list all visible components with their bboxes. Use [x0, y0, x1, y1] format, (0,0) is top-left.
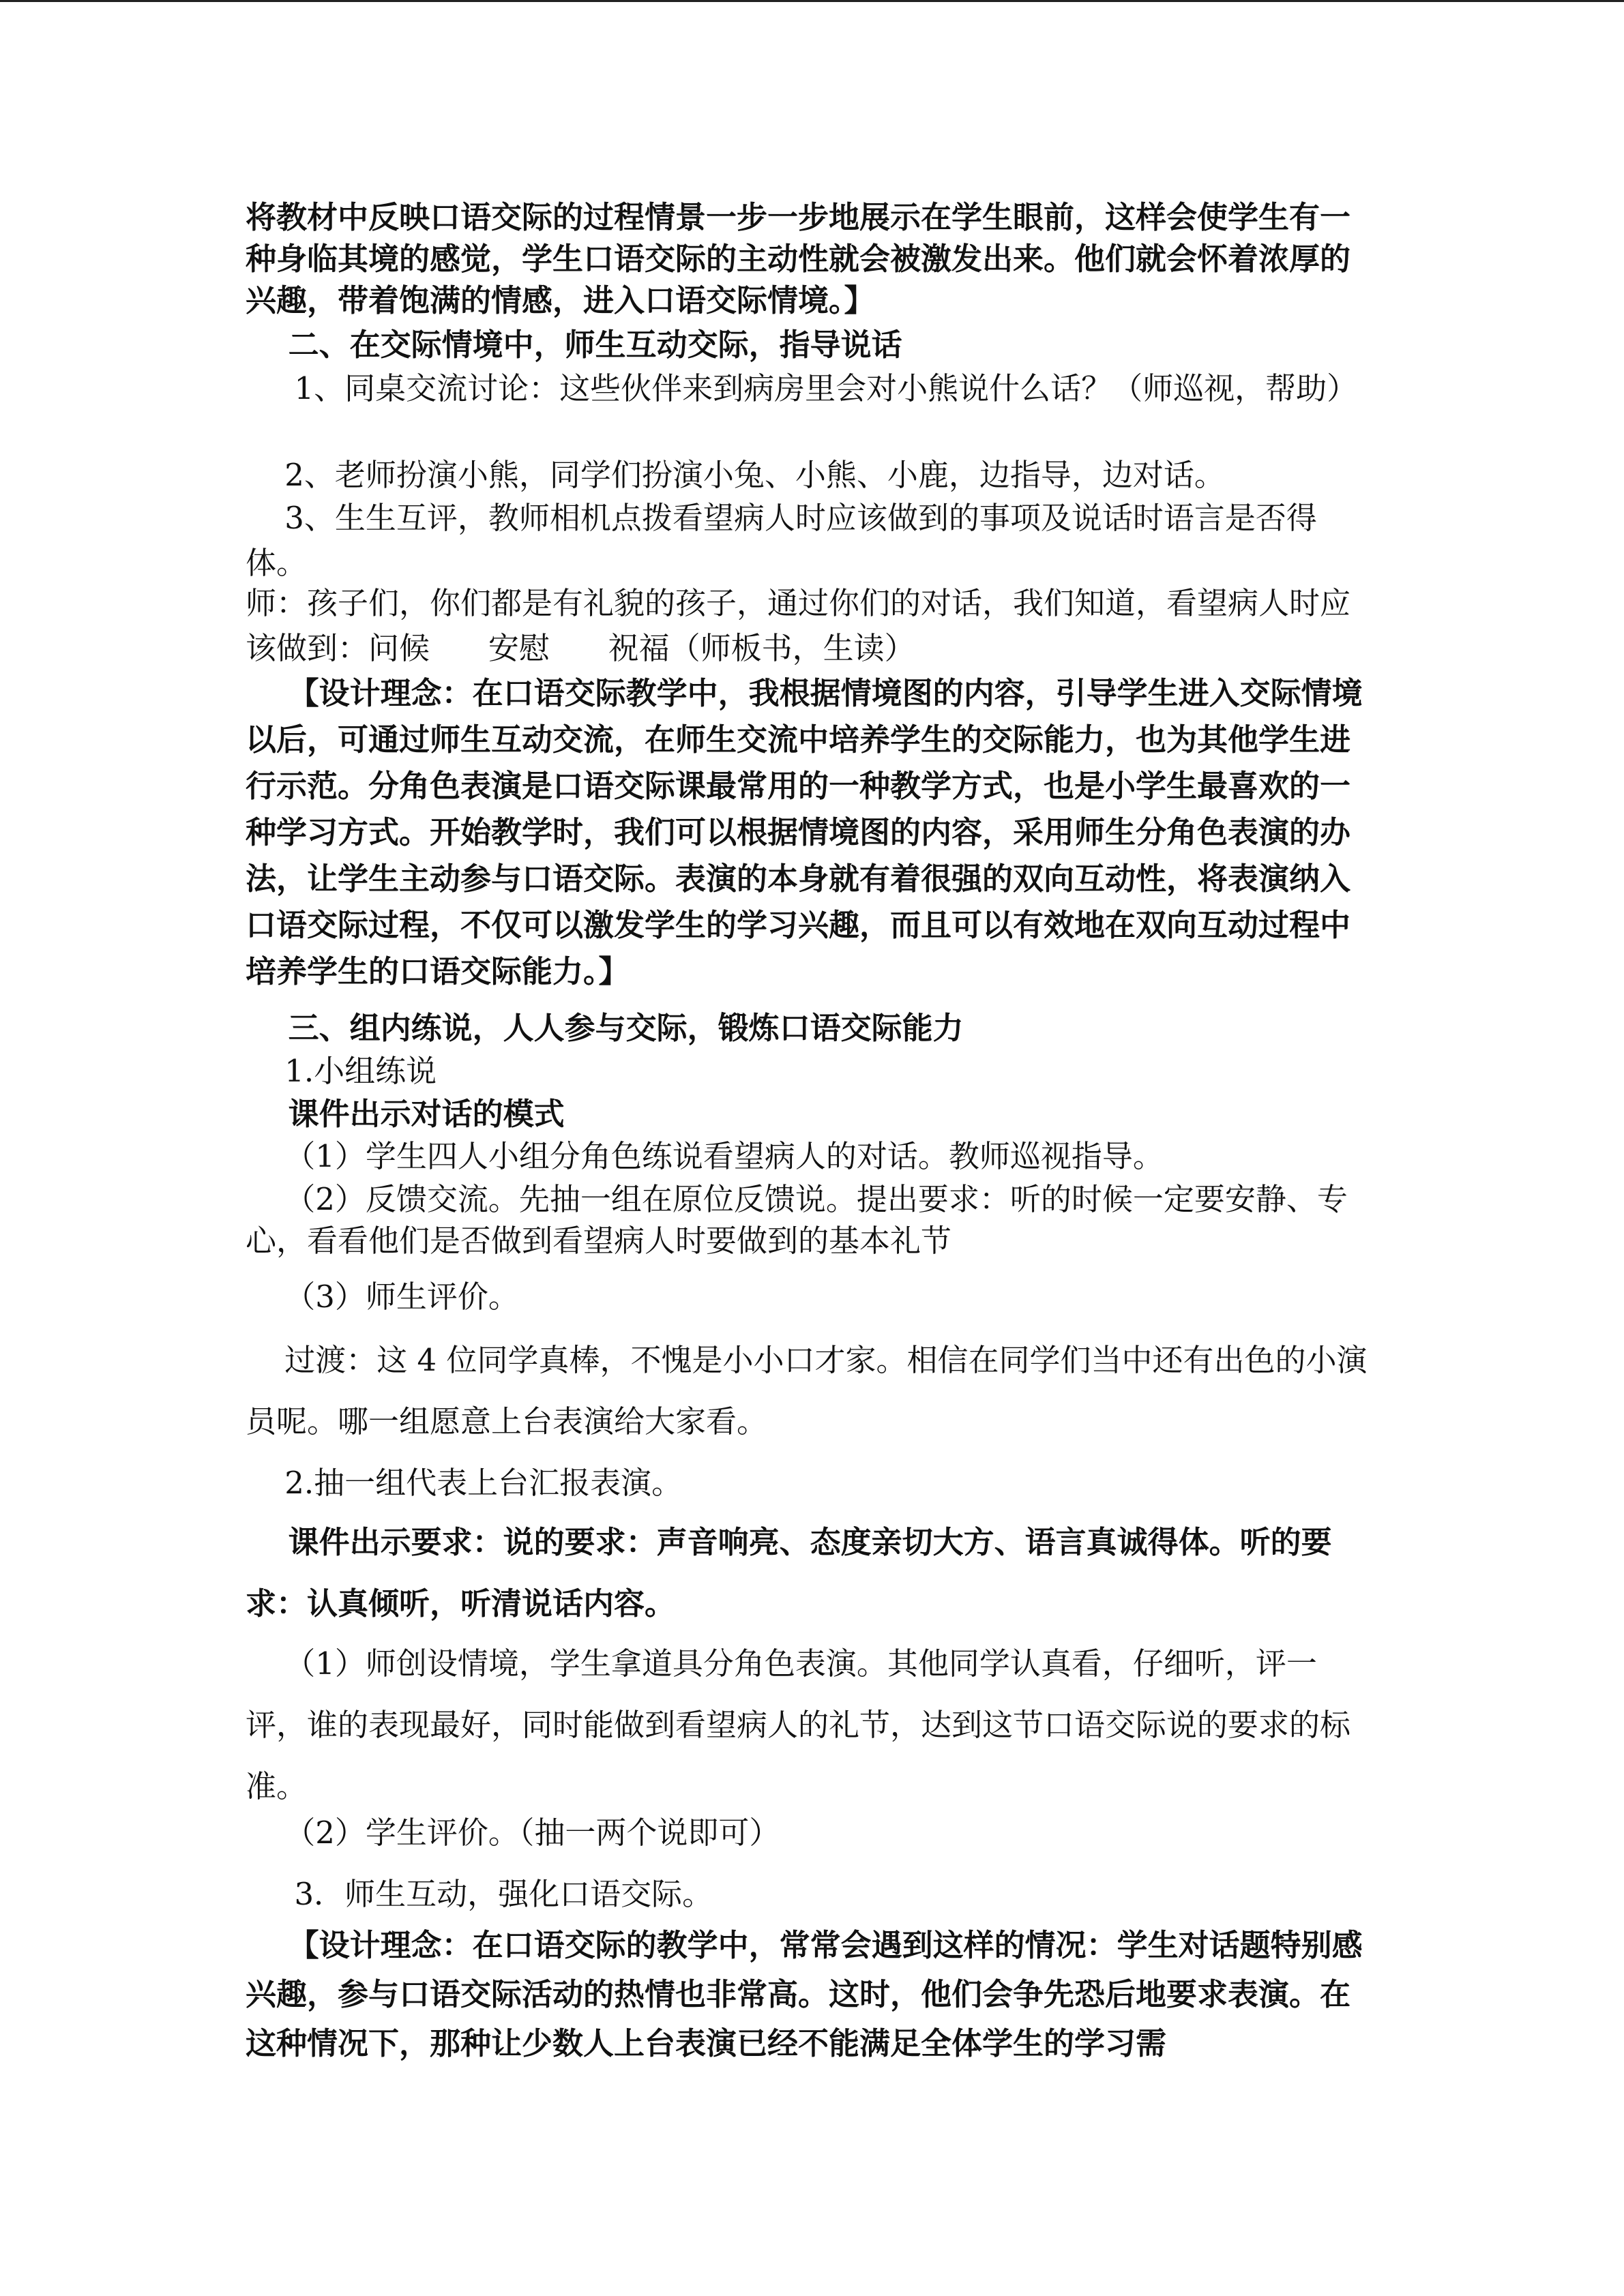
section-heading-2: 二、在交际情境中，师生互动交际，指导说话	[246, 327, 902, 363]
paragraph-design-summary-end: 将教材中反映口语交际的过程情景一步一步地展示在学生眼前，这样会使学生有一种身临其境的感觉，学生口语交际的主动性就会被激发出来。他们就会怀着浓厚的兴趣，带着饱满的情感，进入口语交际情境。】	[246, 199, 1351, 318]
step-2-paragraph: 2、老师扮演小熊，同学们扮演小兔、小熊、小鹿，边指导，边对话。	[246, 457, 1225, 493]
step-1-paragraph: 1、同桌交流讨论：这些伙伴来到病房里会对小熊说什么话？（师巡视，帮助）	[246, 370, 1358, 406]
design-concept-paragraph-2: 【设计理念：在口语交际的教学中，常常会遇到这样的情况：学生对话题特别感兴趣，参与口语交际活动的热情也非常高。这时，他们会争先恐后地要求表演。在这种情况下，那种让少数人上台表演已经不能满足全体学生的学习需	[246, 1927, 1363, 2061]
item-2-feedback: （2）反馈交流。先抽一组在原位反馈说。提出要求：听的时候一定要安静、专心，看看他们是否做到看望病人时要做到的基本礼节	[246, 1181, 1348, 1259]
transition-paragraph: 过渡：这 4 位同学真棒，不愧是小小口才家。相信在同学们当中还有出色的小演员呢。哪一组愿意上台表演给大家看。	[246, 1342, 1368, 1440]
item-1-role-performance: （1）师创设情境，学生拿道具分角色表演。其他同学认真看，仔细听，评一评，谁的表现最好，同时能做到看望病人的礼节，达到这节口语交际说的要求的标准。	[246, 1645, 1351, 1804]
design-concept-paragraph-1: 【设计理念：在口语交际教学中，我根据情境图的内容，引导学生进入交际情境以后，可通过师生互动交流，在师生交流中培养学生的交际能力，也为其他学生进行示范。分角色表演是口语交际课最常用的一种教学方式，也是小学生最喜欢的一种学习方式。开始教学时，我们可以根据情境图的内容，采用师生分角色表演的办法，让学生主动参与口语交际。表演的本身就有着很强的双向互动性，将表演纳入口语交际过程，不仅可以激发学生的学习兴趣，而且可以有效地在双向互动过程中培养学生的口语交际能力。】	[246, 675, 1363, 989]
item-1-group-roleplay: （1）学生四人小组分角色练说看望病人的对话。教师巡视指导。	[246, 1138, 1164, 1174]
courseware-dialogue-mode: 课件出示对话的模式	[246, 1096, 565, 1132]
subsection-group-practice: 1.小组练说	[246, 1053, 437, 1089]
subsection-teacher-student-interaction: 3．师生互动，强化口语交际。	[246, 1876, 713, 1912]
section-heading-3: 三、组内练说，人人参与交际，锻炼口语交际能力	[246, 1010, 964, 1046]
item-2-student-evaluation: （2）学生评价。（抽一两个说即可）	[246, 1815, 780, 1851]
courseware-requirements: 课件出示要求：说的要求：声音响亮、态度亲切大方、语言真诚得体。听的要求：认真倾听，听清说话内容。	[246, 1524, 1332, 1622]
teacher-summary-paragraph: 师：孩子们，你们都是有礼貌的孩子，通过你们的对话，我们知道，看望病人时应该做到：问候 安慰 祝福（师板书，生读）	[246, 585, 1351, 666]
step-3-paragraph: 3、生生互评，教师相机点拨看望病人时应该做到的事项及说话时语言是否得体。	[246, 500, 1317, 581]
subsection-report-performance: 2.抽一组代表上台汇报表演。	[246, 1465, 683, 1501]
item-3-evaluation: （3）师生评价。	[246, 1279, 519, 1315]
page-top-border	[0, 0, 1624, 2]
